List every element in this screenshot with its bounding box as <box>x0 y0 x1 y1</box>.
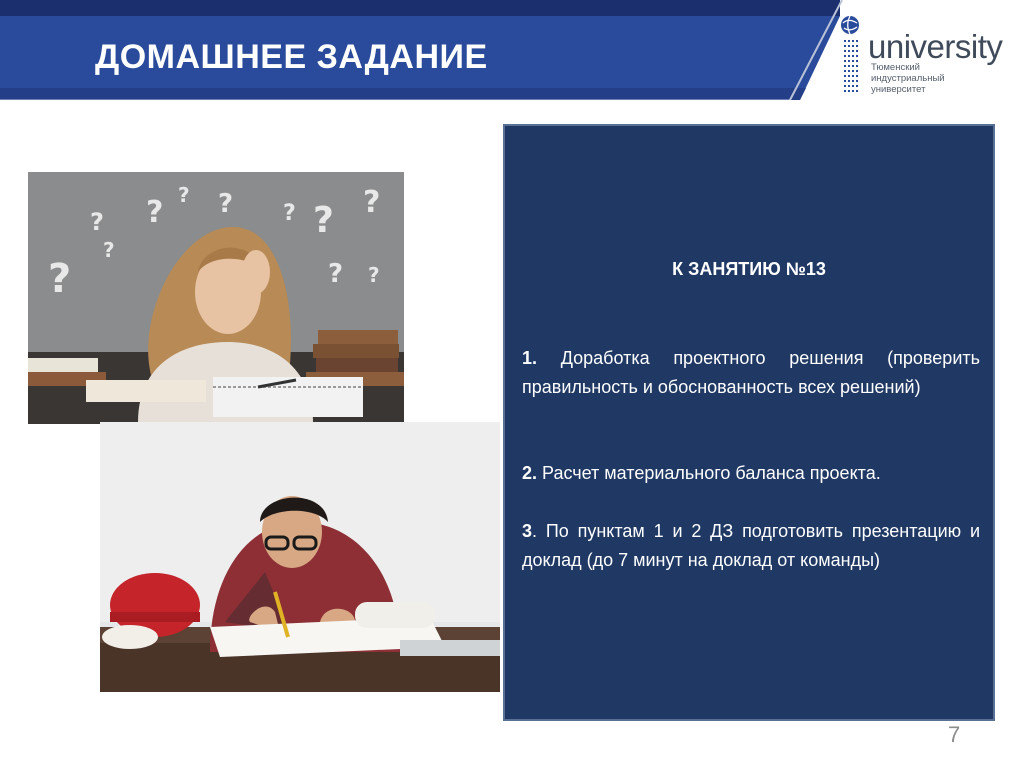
confused-student-photo <box>28 172 404 424</box>
logo-sub-line: Тюменский <box>871 62 920 73</box>
svg-text:?: ? <box>218 189 234 219</box>
task-item <box>522 459 980 488</box>
svg-text:?: ? <box>283 201 296 226</box>
svg-text:?: ? <box>103 238 115 262</box>
slide-title: ДОМАШНЕЕ ЗАДАНИЕ <box>95 38 488 76</box>
svg-text:?: ? <box>178 183 190 207</box>
task-item <box>522 517 980 575</box>
svg-text:?: ? <box>313 200 334 241</box>
university-logo <box>838 12 1008 102</box>
task-number: 3 <box>522 521 533 541</box>
lesson-heading: К ЗАНЯТИЮ №13 <box>672 259 826 279</box>
task-item <box>522 344 980 402</box>
svg-text:?: ? <box>146 195 164 230</box>
homework-panel <box>503 124 995 721</box>
svg-text:?: ? <box>368 263 380 287</box>
svg-text:?: ? <box>48 256 72 302</box>
logo-wordmark: university <box>868 28 1003 65</box>
engineer-drawing-photo <box>100 422 500 692</box>
svg-text:?: ? <box>363 185 381 220</box>
svg-text:?: ? <box>90 208 104 236</box>
task-text: Доработка проектного решения (проверить правильность и обоснованность всех решений) <box>522 348 980 397</box>
task-text: Расчет материального баланса проекта. <box>542 463 881 483</box>
task-number: 2. <box>522 463 538 483</box>
logo-sub-line: индустриальный <box>871 73 945 84</box>
task-text: . По пунктам 1 и 2 ДЗ подготовить презентацию и доклад (до 7 минут на доклад от команды) <box>522 521 980 570</box>
globe-icon <box>838 12 868 102</box>
logo-subtitle <box>871 62 945 95</box>
task-number: 1. <box>522 348 538 368</box>
page-number: 7 <box>948 722 961 747</box>
svg-text:?: ? <box>328 259 344 289</box>
logo-sub-line: университет <box>871 84 926 95</box>
